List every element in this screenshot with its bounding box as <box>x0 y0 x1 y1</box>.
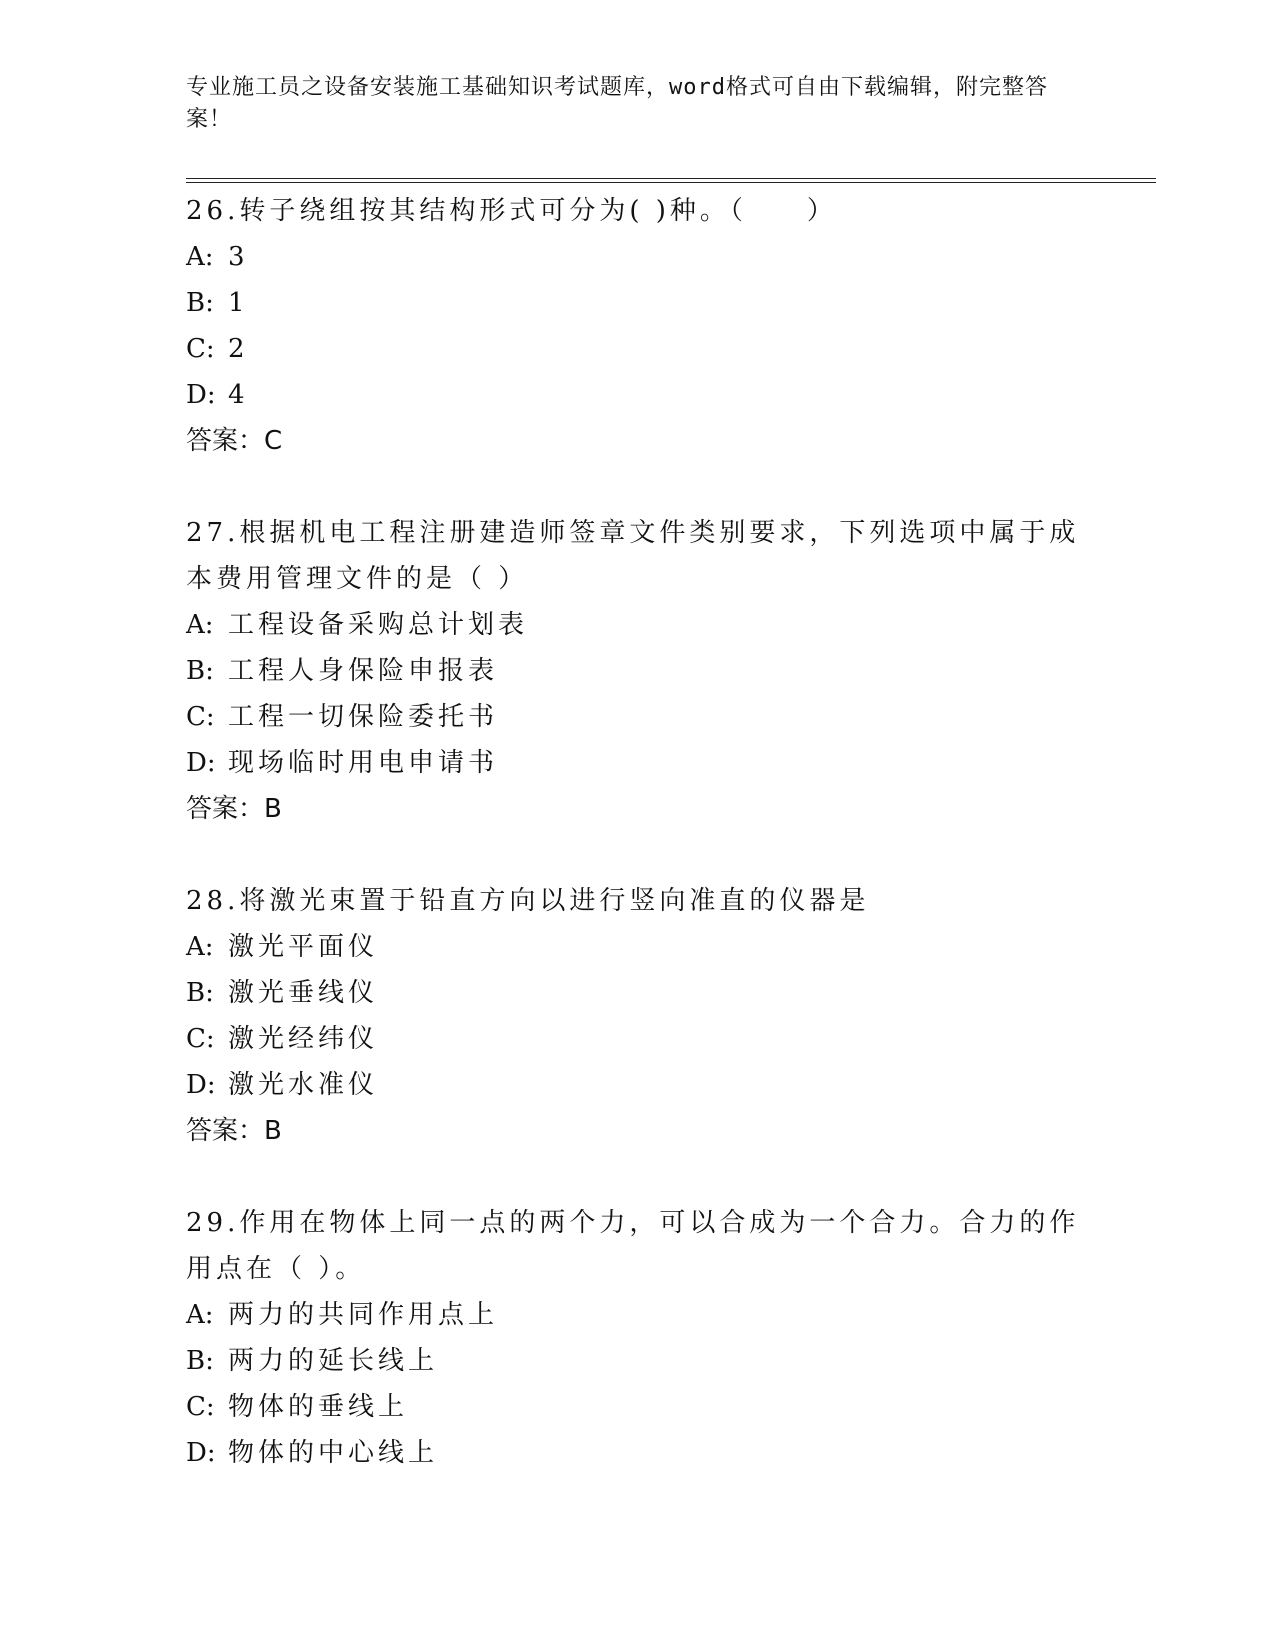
option-d <box>186 740 1086 786</box>
option-text: 现场临时用电申请书 <box>228 748 499 778</box>
option-text: 激光平面仪 <box>228 932 379 962</box>
option-b <box>186 1338 1086 1384</box>
option-c <box>186 1384 1086 1430</box>
option-letter: D: <box>186 1438 216 1468</box>
question-27 <box>186 510 1086 832</box>
option-d <box>186 1062 1086 1108</box>
option-text: 1 <box>228 288 249 318</box>
option-text: 物体的中心线上 <box>228 1438 439 1468</box>
option-c <box>186 326 1086 372</box>
option-a <box>186 1292 1086 1338</box>
option-letter: D: <box>186 748 216 778</box>
option-letter: C: <box>186 334 215 364</box>
option-letter: A: <box>186 1300 214 1330</box>
option-letter: A: <box>186 932 214 962</box>
question-title: 28.将激光束置于铅直方向以进行竖向准直的仪器是 <box>186 886 870 916</box>
header-divider-top <box>186 178 1156 179</box>
option-text: 4 <box>228 380 249 410</box>
option-a <box>186 602 1086 648</box>
option-letter: C: <box>186 702 215 732</box>
document-header: 专业施工员之设备安装施工基础知识考试题库，word格式可自由下载编辑，附完整答案！ <box>186 75 1048 132</box>
question-title: 26.转子绕组按其结构形式可分为( )种。（ ） <box>186 196 837 226</box>
header-divider-bottom <box>186 182 1156 183</box>
option-text: 激光经纬仪 <box>228 1024 379 1054</box>
answer-line: 答案：C <box>186 426 283 456</box>
question-title: 27.根据机电工程注册建造师签章文件类别要求，下列选项中属于成本费用管理文件的是（ ） <box>186 518 1080 594</box>
option-a <box>186 234 1086 280</box>
option-text: 激光水准仪 <box>228 1070 379 1100</box>
answer-line: 答案：B <box>186 794 282 824</box>
option-b <box>186 280 1086 326</box>
question-28 <box>186 878 1086 1154</box>
option-text: 工程一切保险委托书 <box>228 702 499 732</box>
option-text: 物体的垂线上 <box>228 1392 409 1422</box>
option-letter: D: <box>186 1070 216 1100</box>
option-letter: A: <box>186 242 214 272</box>
option-letter: B: <box>186 1346 214 1376</box>
option-c <box>186 694 1086 740</box>
option-letter: B: <box>186 656 214 686</box>
option-letter: C: <box>186 1024 215 1054</box>
option-a <box>186 924 1086 970</box>
option-letter: C: <box>186 1392 215 1422</box>
option-b <box>186 648 1086 694</box>
option-letter: A: <box>186 610 214 640</box>
question-list <box>186 188 1086 1476</box>
option-text: 3 <box>228 242 249 272</box>
option-d <box>186 1430 1086 1476</box>
option-letter: B: <box>186 978 214 1008</box>
option-d <box>186 372 1086 418</box>
option-c <box>186 1016 1086 1062</box>
option-text: 激光垂线仪 <box>228 978 379 1008</box>
question-title: 29.作用在物体上同一点的两个力，可以合成为一个合力。合力的作用点在（ ）。 <box>186 1208 1080 1284</box>
answer-line: 答案：B <box>186 1116 282 1146</box>
question-26 <box>186 188 1086 464</box>
option-text: 两力的延长线上 <box>228 1346 439 1376</box>
question-29 <box>186 1200 1086 1476</box>
option-letter: D: <box>186 380 216 410</box>
option-text: 工程人身保险申报表 <box>228 656 499 686</box>
option-text: 工程设备采购总计划表 <box>228 610 529 640</box>
option-letter: B: <box>186 288 214 318</box>
option-b <box>186 970 1086 1016</box>
option-text: 两力的共同作用点上 <box>228 1300 499 1330</box>
option-text: 2 <box>228 334 249 364</box>
